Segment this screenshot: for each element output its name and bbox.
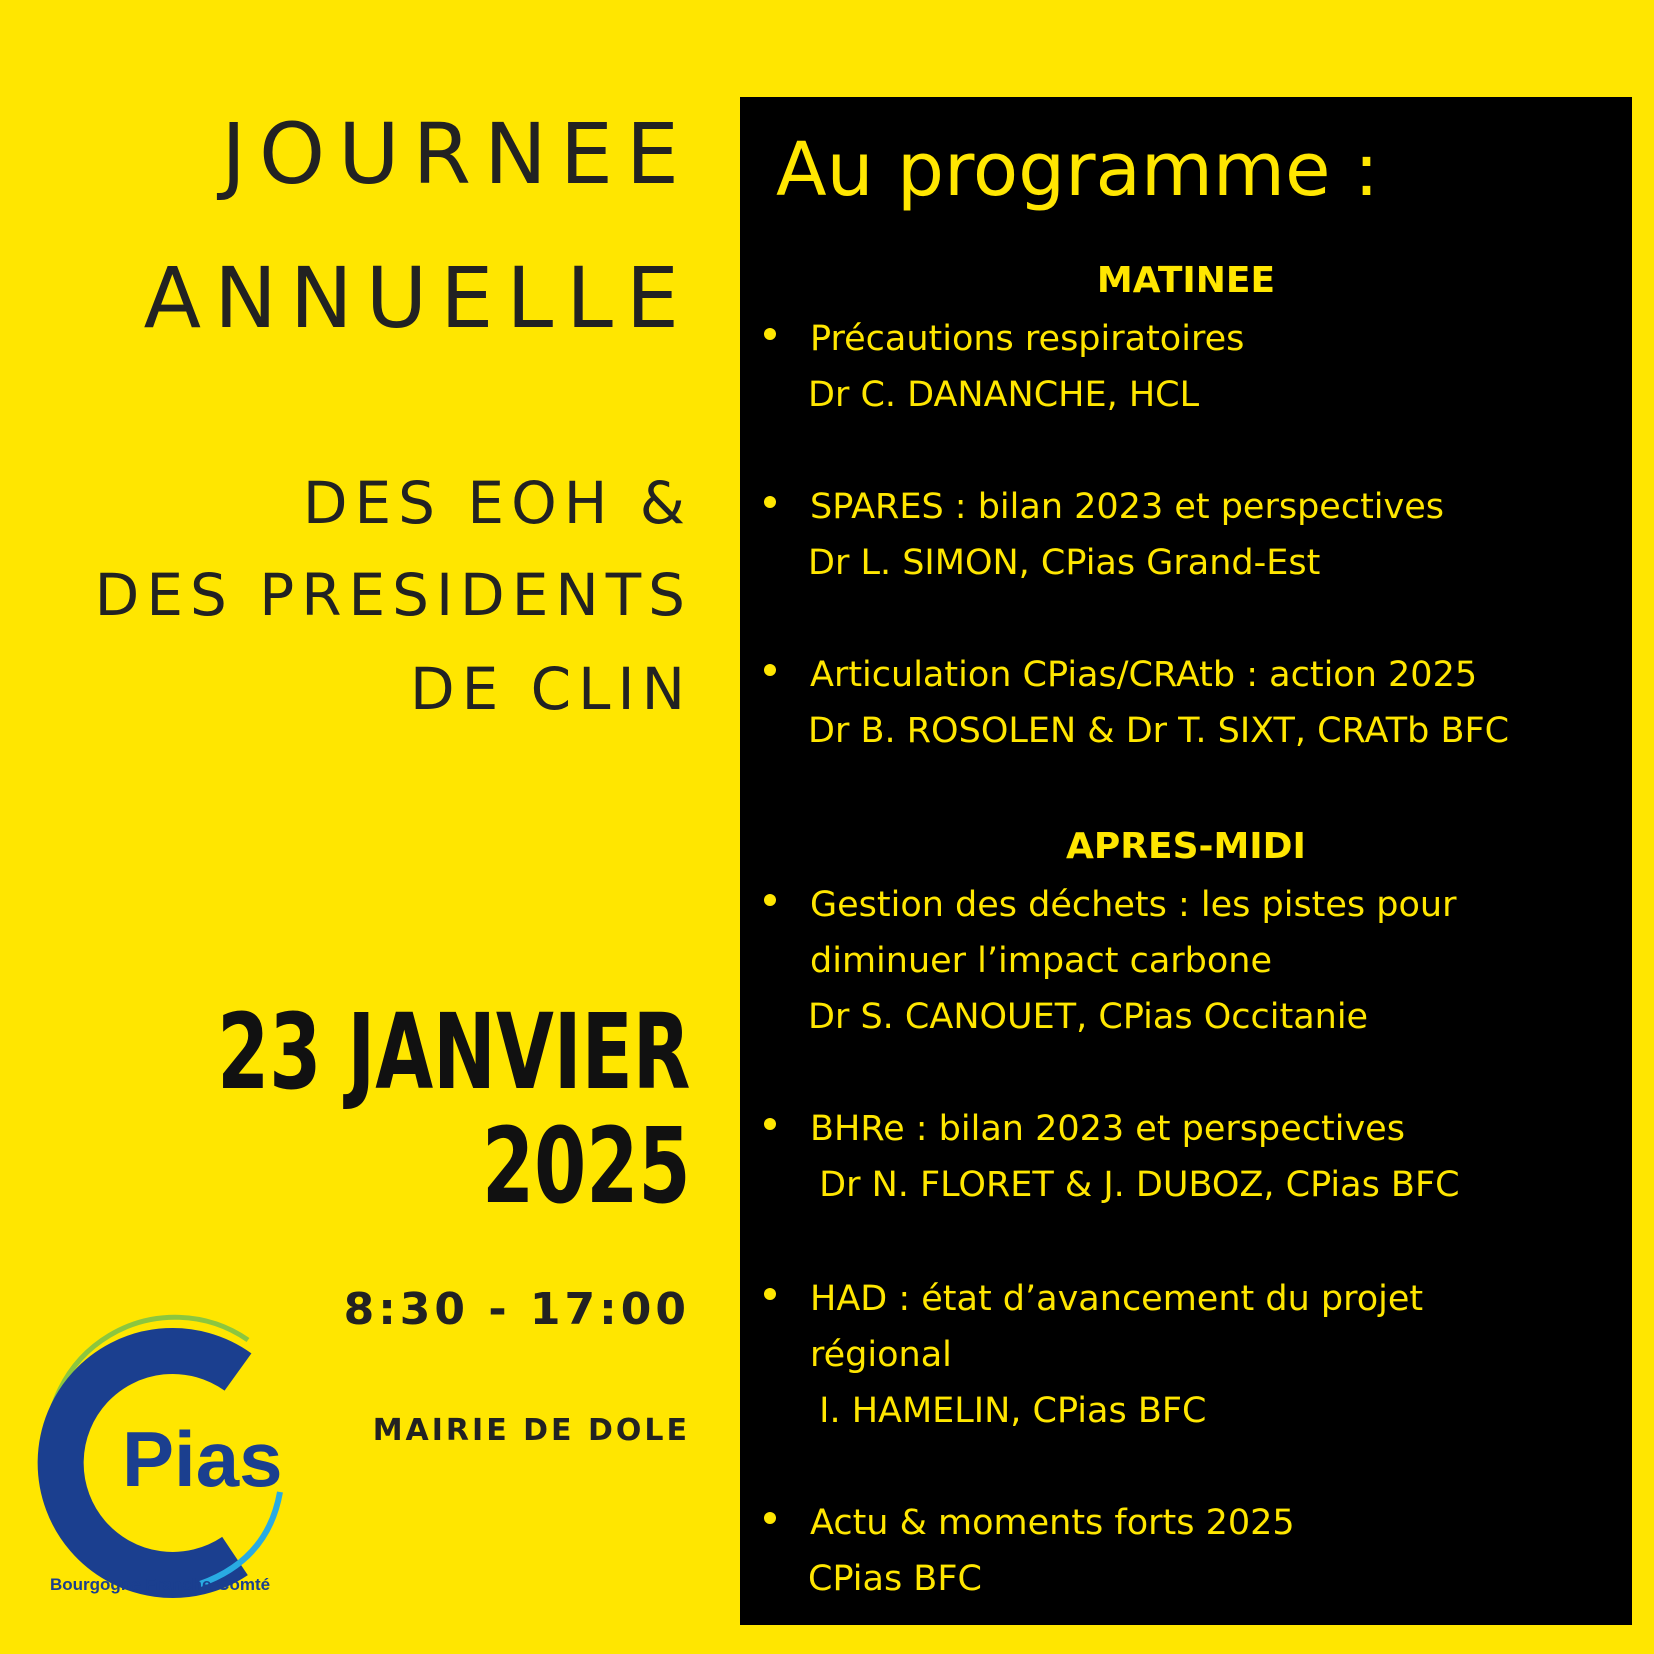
program-item-speaker: Dr B. ROSOLEN & Dr T. SIXT, CRATb BFC xyxy=(808,711,1510,751)
program-item xyxy=(740,1101,1632,1213)
program-item xyxy=(740,1495,1632,1607)
program-item-speaker: I. HAMELIN, CPias BFC xyxy=(808,1391,1207,1431)
program-item xyxy=(740,1271,1632,1439)
program-item xyxy=(740,311,1632,423)
program-item xyxy=(740,647,1632,759)
program-item-title: Articulation CPias/CRAtb : action 2025 xyxy=(810,655,1478,695)
afternoon-heading: APRES-MIDI xyxy=(1066,826,1306,867)
cpias-logo xyxy=(30,1310,330,1610)
event-subtitle-line-1: DES EOH & xyxy=(302,469,692,537)
program-item-speaker: CPias BFC xyxy=(808,1559,982,1599)
morning-heading: MATINEE xyxy=(1096,260,1276,301)
program-item-title-cont: diminuer l’impact carbone xyxy=(810,941,1273,981)
program-item xyxy=(740,877,1632,1045)
logo-text: Pias xyxy=(122,1415,283,1503)
event-time: 8:30 - 17:00 xyxy=(343,1284,690,1335)
bullet-icon xyxy=(764,328,776,340)
program-item-title: Gestion des déchets : les pistes pour xyxy=(810,885,1457,925)
program-title: Au programme : xyxy=(776,127,1379,213)
program-item-title: BHRe : bilan 2023 et perspectives xyxy=(810,1109,1405,1149)
bullet-icon xyxy=(764,1118,776,1130)
bullet-icon xyxy=(764,1288,776,1300)
bullet-icon xyxy=(764,894,776,906)
event-date-line-1: 23 JANVIER xyxy=(216,991,690,1113)
event-subtitle-line-2: DES PRESIDENTS xyxy=(94,561,692,629)
program-panel xyxy=(740,97,1632,1625)
program-item-speaker: Dr L. SIMON, CPias Grand-Est xyxy=(808,543,1321,583)
bullet-icon xyxy=(764,496,776,508)
program-item-title: Précautions respiratoires xyxy=(810,319,1245,359)
logo-caption: Bourgogne Franche-Comté xyxy=(50,1575,271,1594)
program-item xyxy=(740,479,1632,591)
event-title-line-2: ANNUELLE xyxy=(143,249,692,347)
program-item-speaker: Dr C. DANANCHE, HCL xyxy=(808,375,1200,415)
program-item-title: HAD : état d’avancement du projet xyxy=(810,1279,1424,1319)
program-item-title: SPARES : bilan 2023 et perspectives xyxy=(810,487,1445,527)
bullet-icon xyxy=(764,1512,776,1524)
program-item-title: Actu & moments forts 2025 xyxy=(810,1503,1295,1543)
event-venue: MAIRIE DE DOLE xyxy=(372,1413,690,1448)
program-item-speaker: Dr S. CANOUET, CPias Occitanie xyxy=(808,997,1369,1037)
event-title-line-1: JOURNEE xyxy=(221,105,692,203)
event-date-line-2: 2025 xyxy=(481,1105,690,1227)
program-item-speaker: Dr N. FLORET & J. DUBOZ, CPias BFC xyxy=(808,1165,1460,1205)
cpias-logo-icon xyxy=(30,1310,330,1610)
program-item-title-cont: régional xyxy=(810,1335,952,1375)
event-subtitle-line-3: DE CLIN xyxy=(409,655,692,723)
bullet-icon xyxy=(764,664,776,676)
